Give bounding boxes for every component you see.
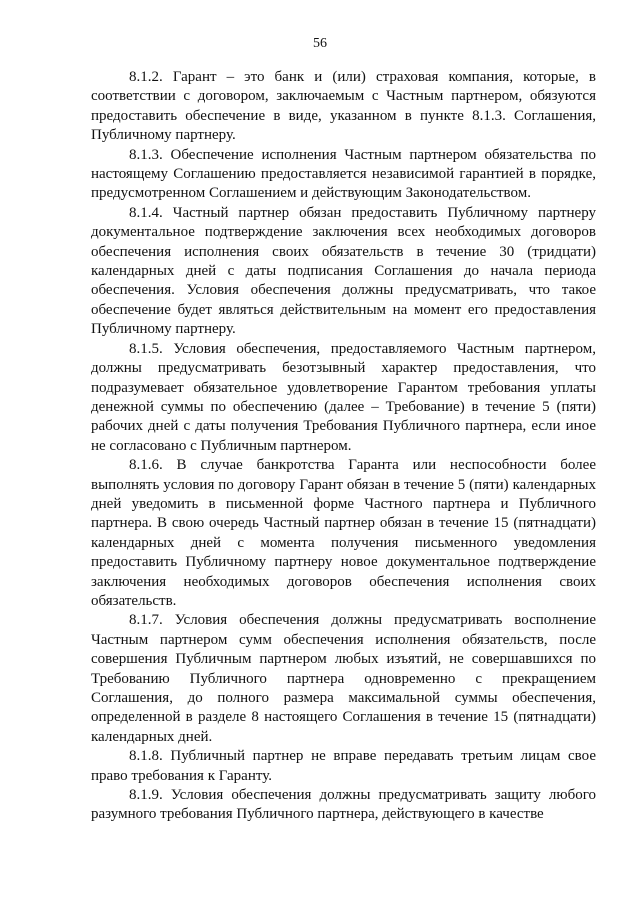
page-number: 56 xyxy=(313,36,327,51)
clause-text: Частный партнер обязан предоставить Публичному партнеру документальное подтверждение заключения всех необходимых договоров обеспечения исполнения своих обязательств в течение 30 (тридцати) календарных дней с даты подписания Соглашения до начала периода обеспечения. Условия обеспечения должны предусматривать, что такое обеспечение будет являться действительным на момент его предоставления Публичному партнеру. xyxy=(91,204,597,338)
clause-text: Условия обеспечения должны предусматривать защиту любого разумного требования Публичного партнера, действующего в качестве xyxy=(91,787,597,823)
clause-8-1-4 xyxy=(91,204,596,340)
clause-text: Условия обеспечения, предоставляемого Частным партнером, должны предусматривать безотзывный характер предоставления, что подразумевает обязательное удовлетворение Гарантом требования уплаты денежной суммы по обеспечению (далее – Требование) в течение 5 (пяти) рабочих дней с даты получения Требования Публичного партнера, если иное не согласовано с Публичным партнером. xyxy=(91,340,596,454)
clause-text: Гарант – это банк и (или) страховая компания, которые, в соответствии с договором, заключаемым с Частным партнером, обязуются предоставить обеспечение в виде, указанном в пункте 8.1.3. Соглашения, Публичному партнеру. xyxy=(91,69,596,144)
clause-number: 8.1.4. xyxy=(129,204,163,221)
clause-text: Обеспечение исполнения Частным партнером обязательства по настоящему Соглашению предоставляется независимой гарантией в порядке, предусмотренном Соглашением и действующим Законодательством. xyxy=(91,146,596,202)
clause-8-1-6 xyxy=(91,456,596,611)
clause-number: 8.1.3. xyxy=(129,146,163,163)
clause-8-1-3 xyxy=(91,146,596,204)
clause-8-1-7 xyxy=(91,611,596,747)
clause-number: 8.1.6. xyxy=(129,457,163,474)
clause-text: Условия обеспечения должны предусматривать восполнение Частным партнером сумм обеспечения исполнения обязательств, после совершения Публичным партнером любых изъятий, не совершавшихся по Требованию Публичного партнера одновременно с прекращением Соглашения, до полного размера максимальной суммы обеспечения, определенной в разделе 8 настоящего Соглашения в течение 15 (пятнадцати) календарных дней. xyxy=(91,612,596,745)
clause-text: Публичный партнер не вправе передавать третьим лицам свое право требования к Гаранту. xyxy=(91,748,596,784)
clause-number: 8.1.5. xyxy=(129,340,163,357)
clause-8-1-5 xyxy=(91,340,596,456)
clause-8-1-9 xyxy=(91,786,596,825)
clause-8-1-2 xyxy=(91,68,596,146)
clause-number: 8.1.7. xyxy=(129,612,163,629)
clause-number: 8.1.2. xyxy=(129,69,163,85)
document-body xyxy=(91,68,596,825)
clause-text: В случае банкротства Гаранта или неспособности более выполнять условия по договору Гарант обязан в течение 5 (пяти) календарных дней уведомить в письменной форме Частного партнера и Публичного партнера. В свою очередь Частный партнер обязан в течение 15 (пятнадцати) календарных дней с момента получения письменного уведомления предоставить Публичному партнеру новое документальное подтверждение заключения необходимых договоров обеспечения исполнения своих обязательств. xyxy=(91,457,596,609)
clause-8-1-8 xyxy=(91,747,596,786)
clause-number: 8.1.9. xyxy=(129,787,163,804)
clause-number: 8.1.8. xyxy=(129,748,163,765)
